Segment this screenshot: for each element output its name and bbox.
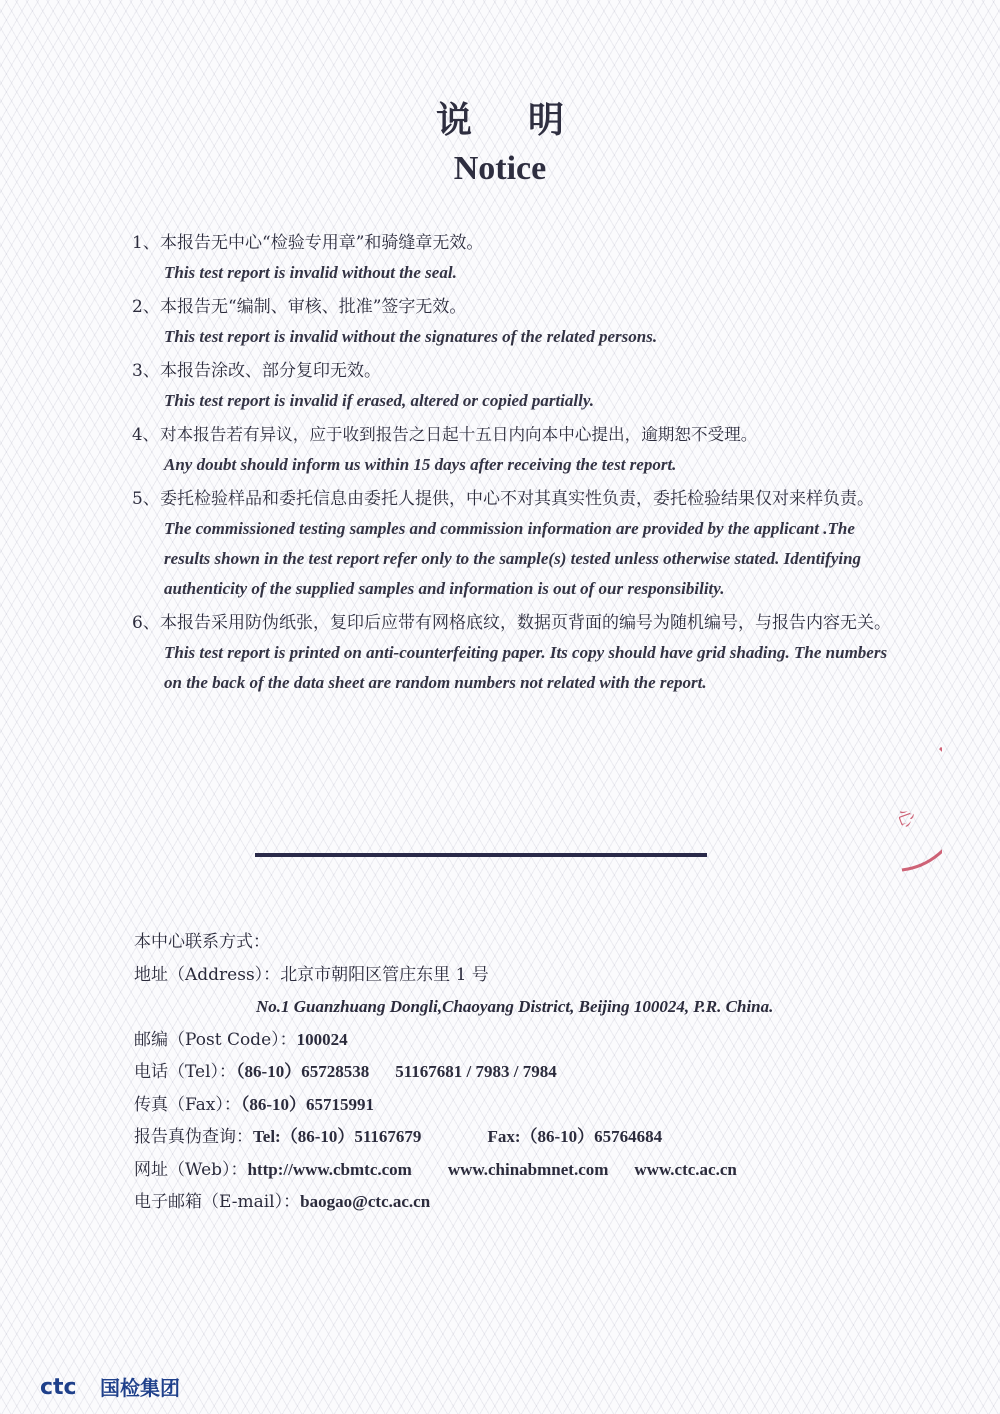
notice-list [132,228,892,702]
notice-text-cn: 对本报告若有异议，应于收到报告之日起十五日内向本中心提出，逾期恕不受理。 [160,425,758,444]
notice-text-cn: 本报告采用防伪纸张，复印后应带有网格底纹，数据页背面的编号为随机编号，与报告内容无关。 [160,613,891,633]
web-label: 网址（Web）： [134,1159,248,1180]
page-title-en: Notice [453,150,547,187]
tel-row [134,1056,894,1089]
tel-label: 电话（Tel）： [134,1062,237,1082]
notice-number: 6、 [132,613,160,633]
svg-text:ctc: ctc [40,1375,77,1398]
notice-number: 5、 [132,489,160,509]
fax-label: 传真（Fax）： [134,1094,241,1115]
notice-item-2 [132,292,892,352]
email-label: 电子邮箱（E-mail）： [134,1192,301,1212]
postcode-row [134,1024,894,1057]
notice-text-cn: 本报告无中心“检验专用章”和骑缝章无效。 [160,233,484,253]
email-row [134,1186,894,1219]
ctc-logo-icon [40,1374,94,1398]
notice-number: 3、 [132,361,160,381]
contact-heading: 本中心联系方式： [134,932,270,952]
notice-text-en: This test report is invalid without the seal. [164,263,457,282]
notice-text-cn: 委托检验样品和委托信息由委托人提供，中心不对其真实性负责，委托检验结果仅对来样负责。 [160,489,874,509]
address-label: 地址（Address）： [134,964,281,985]
web-row [134,1154,894,1187]
postcode-label: 邮编（Post Code）： [134,1029,297,1050]
notice-item-4 [132,420,892,480]
verify-row [134,1121,894,1154]
notice-text-cn: 本报告涂改、部分复印无效。 [160,361,381,381]
notice-text-en: This test report is invalid without the signatures of the related persons. [164,327,658,346]
notice-item-6 [132,608,892,698]
verify-fax: Fax:（86-10）65764684 [487,1127,663,1146]
notice-text-en: The commissioned testing samples and commission information are provided by the applicant .The results shown in the test report refer only to the sample(s) tested unless otherwise stated. Identifying authenticity of the supplied samples and information is out of our responsibility. [164,519,862,598]
ctc-logo [40,1372,180,1400]
address-cn: 北京市朝阳区管庄东里 1 号 [280,964,489,985]
tel-ext: 51167681 / 7983 / 7984 [395,1062,557,1081]
notice-number: 1、 [132,233,160,253]
section-divider [255,853,707,857]
fax-row [134,1089,894,1122]
verify-label: 报告真伪查询： [134,1127,253,1147]
seal-text: 心 [892,806,919,831]
page-title-cn: 说明 [435,99,620,141]
fax-value: （86-10）65715991 [240,1094,375,1114]
notice-number: 4、 [132,425,160,444]
tel-value: （86-10）65728538 [236,1062,370,1081]
web-link-1[interactable]: http://www.cbmtc.com [247,1159,412,1179]
address-en: No.1 Guanzhuang Dongli,Chaoyang District, Beijing 100024, P.R. China. [256,997,774,1016]
postcode-value: 100024 [296,1029,348,1049]
notice-text-en: Any doubt should inform us within 15 days after receiving the test report. [164,455,677,474]
contact-info [134,926,894,1219]
brand-name: 国检集团 [100,1375,180,1400]
red-seal-stamp [862,730,942,880]
notice-item-5 [132,484,892,604]
notice-text-en: This test report is printed on anti-counterfeiting paper. Its copy should have grid shading. The numbers on the back of the data sheet are random numbers not related with the report. [164,643,888,692]
web-link-2[interactable]: www.chinabmnet.com [447,1159,609,1179]
notice-number: 2、 [132,297,160,317]
notice-item-1 [132,228,892,288]
notice-text-en: This test report is invalid if erased, altered or copied partially. [164,391,595,410]
address-row [134,959,894,992]
web-link-3[interactable]: www.ctc.ac.cn [634,1159,737,1179]
verify-tel: Tel:（86-10）51167679 [253,1127,422,1146]
notice-item-3 [132,356,892,416]
email-link[interactable]: baogao@ctc.ac.cn [300,1192,431,1211]
notice-text-cn: 本报告无“编制、审核、批准”签字无效。 [160,297,467,317]
